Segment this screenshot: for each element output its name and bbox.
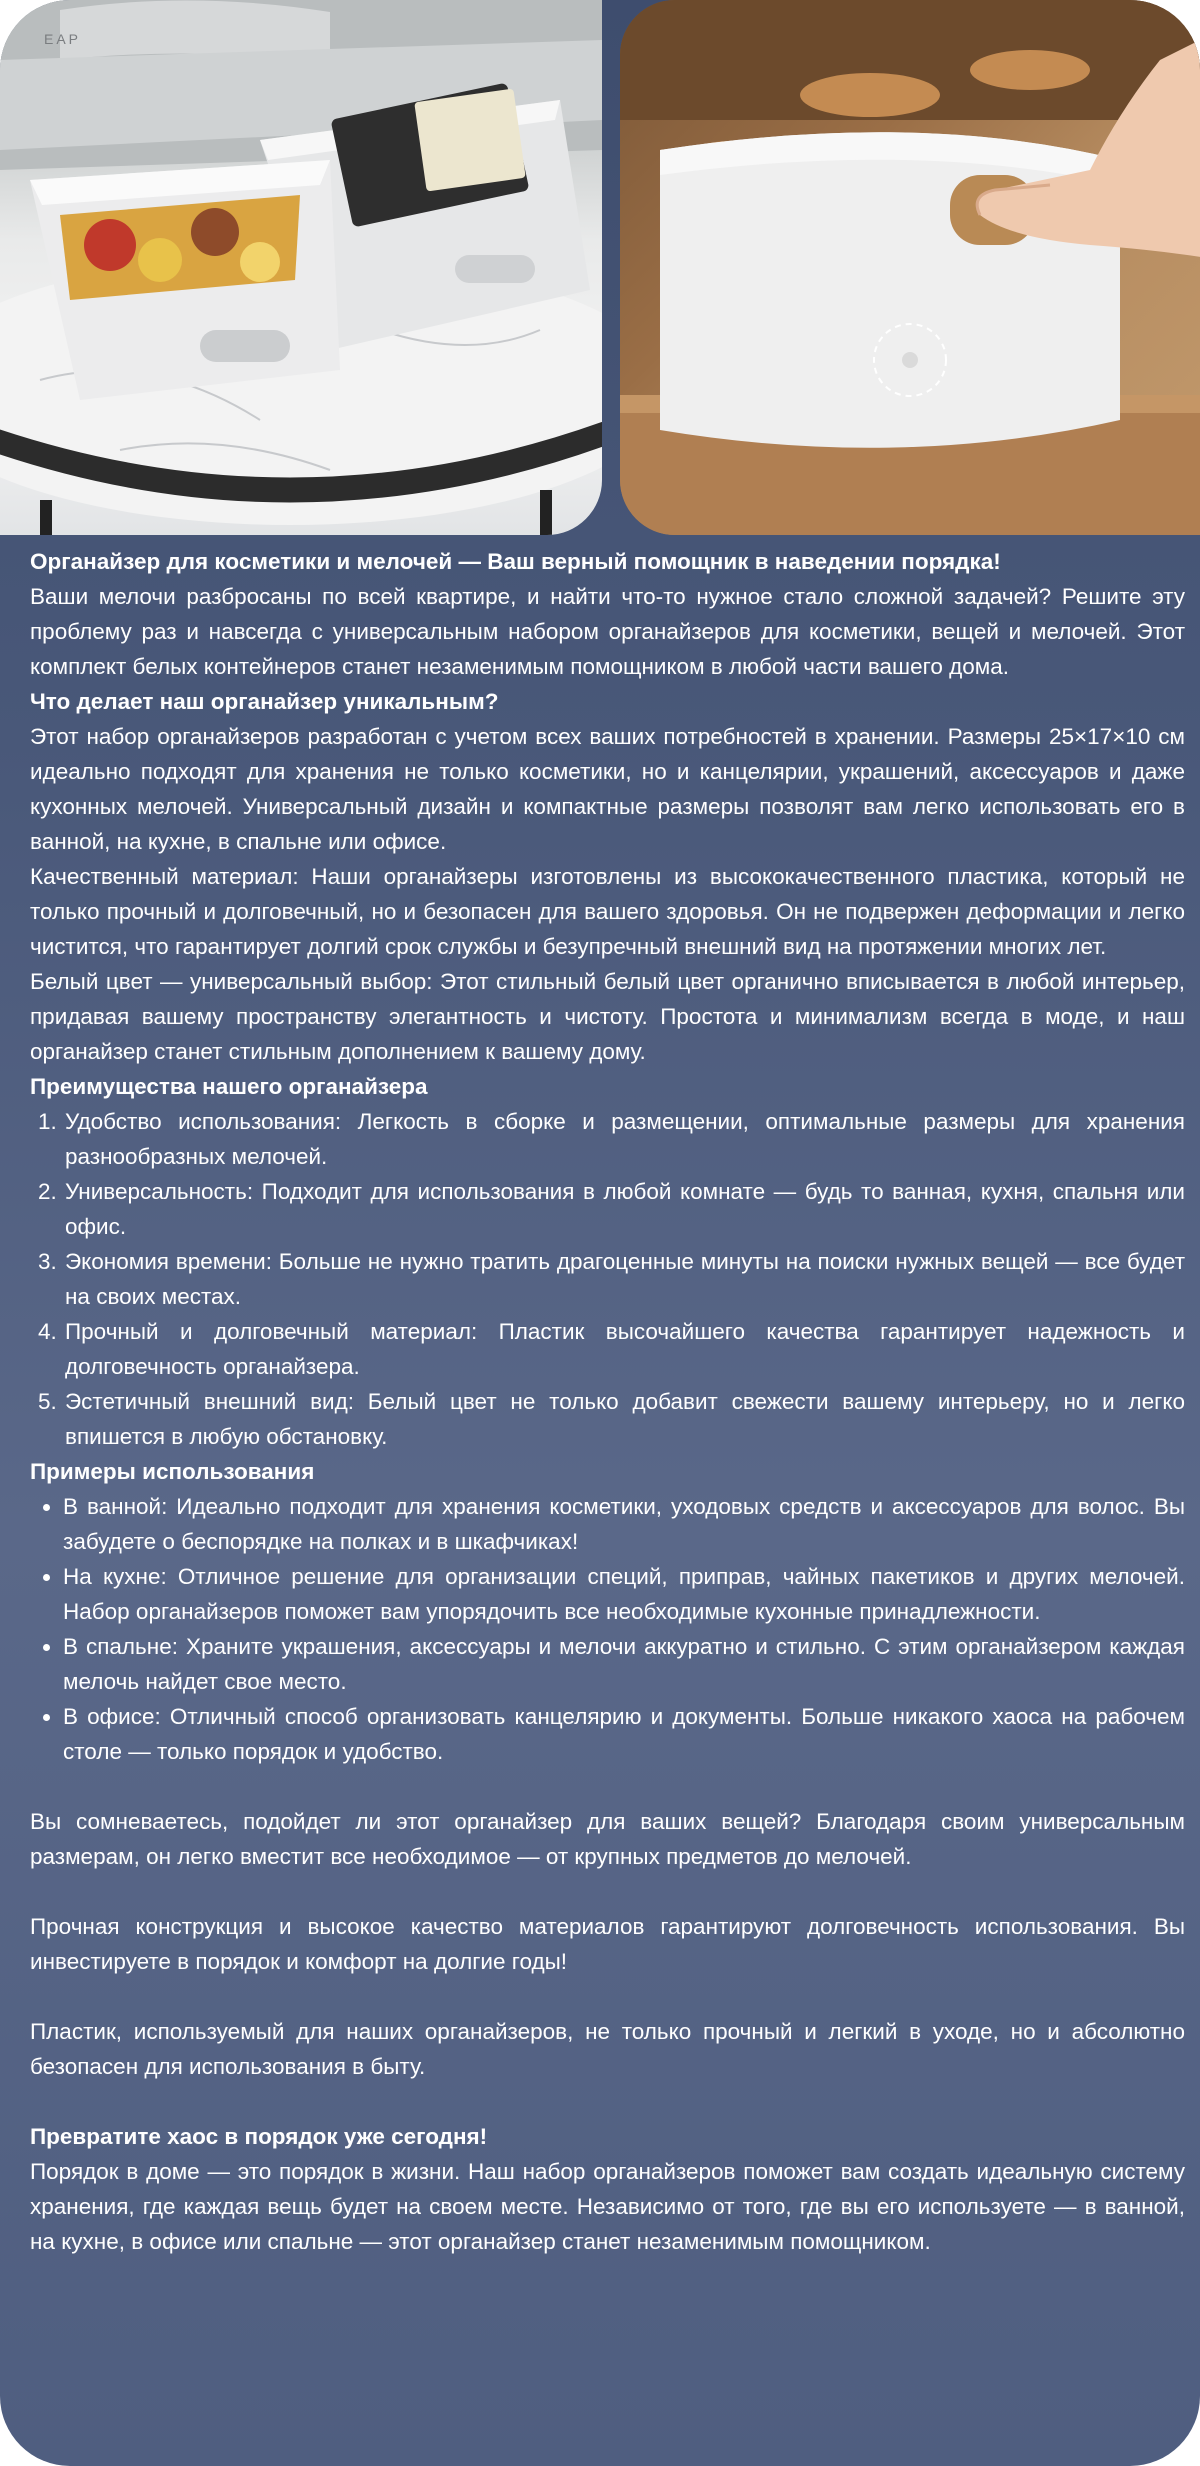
closing-paragraph-safety: Пластик, используемый для наших органайзеров, не только прочный и легкий в уходе, но и абсолютно безопасен для использования в быту. [30, 2019, 1185, 2079]
material-paragraph: Качественный материал: Наши органайзеры изготовлены из высококачественного пластика, который не только прочный и долговечный, но и безопасен для вашего здоровья. Он не подвержен деформации и легко чистится, что гарантирует долгий срок службы и безупречный внешний вид на протяжении многих лет. [30, 864, 1185, 959]
advantages-list [30, 1104, 1185, 1454]
final-heading: Превратите хаос в порядок уже сегодня! [30, 2124, 488, 2149]
list-item: 4. Прочный и долговечный материал: Пластик высочайшего качества гарантирует надежность и долговечность органайзера. [63, 1314, 1185, 1384]
unique-paragraph: Этот набор органайзеров разработан с учетом всех ваших потребностей в хранении. Размеры 25×17×10 см идеально подходят для хранения не только косметики, но и канцелярии, украшений, аксессуаров и даже кухонных мелочей. Универсальный дизайн и компактные размеры позволят вам легко использовать его в ванной, на кухне, в спальне или офисе. [30, 724, 1185, 854]
intro-paragraph: Ваши мелочи разбросаны по всей квартире, и найти что-то нужное стало сложной задачей? Решите эту проблему раз и навсегда с универсальным набором органайзеров для косметики, вещей и мелочей. Этот комплект белых контейнеров станет незаменимым помощником в любой части вашего дома. [30, 584, 1185, 679]
closing-paragraph-durability: Прочная конструкция и высокое качество материалов гарантируют долговечность использования. Вы инвестируете в порядок и комфорт на долгие годы! [30, 1914, 1185, 1974]
list-item: 3. Экономия времени: Больше не нужно тратить драгоценные минуты на поиски нужных вещей — все будет на своих местах. [63, 1244, 1185, 1314]
photo-organizers-on-table [0, 0, 602, 535]
unique-heading: Что делает наш органайзер уникальным? [30, 689, 499, 714]
brand-tag-text: EAP [44, 31, 82, 47]
advantages-heading: Преимущества нашего органайзера [30, 1074, 428, 1099]
list-item: • В офисе: Отличный способ организовать канцелярию и документы. Больше никакого хаоса на рабочем столе — только порядок и удобство. [63, 1699, 1185, 1769]
list-item: • В ванной: Идеально подходит для хранения косметики, уходовых средств и аксессуаров для волос. Вы забудете о беспорядке на полках и в шкафчиках! [63, 1489, 1185, 1559]
list-item: • В спальне: Храните украшения, аксессуары и мелочи аккуратно и стильно. С этим органайзером каждая мелочь найдет свое место. [63, 1629, 1185, 1699]
description-content [30, 544, 1185, 2259]
list-item: 5. Эстетичный внешний вид: Белый цвет не только добавит свежести вашему интерьеру, но и легко впишется в любую обстановку. [63, 1384, 1185, 1454]
photo-container-on-shelf [620, 0, 1200, 535]
list-item: • На кухне: Отличное решение для организации специй, приправ, чайных пакетиков и других мелочей. Набор органайзеров поможет вам упорядочить все необходимые кухонные принадлежности. [63, 1559, 1185, 1629]
examples-list [30, 1489, 1185, 1769]
color-paragraph: Белый цвет — универсальный выбор: Этот стильный белый цвет органично вписывается в любой интерьер, придавая вашему пространству элегантность и чистоту. Простота и минимализм всегда в моде, и наш органайзер станет стильным дополнением к вашему дому. [30, 969, 1185, 1064]
examples-heading: Примеры использования [30, 1459, 315, 1484]
intro-heading: Органайзер для косметики и мелочей — Ваш верный помощник в наведении порядка! [30, 549, 1001, 574]
container-shelf-illustration [620, 0, 1200, 535]
list-item: 1. Удобство использования: Легкость в сборке и размещении, оптимальные размеры для хранения разнообразных мелочей. [63, 1104, 1185, 1174]
product-photos [0, 0, 1200, 535]
organizers-table-illustration [0, 0, 602, 535]
final-paragraph: Порядок в доме — это порядок в жизни. Наш набор органайзеров поможет вам создать идеальную систему хранения, где каждая вещь будет на своем месте. Независимо от того, где вы его используете — в ванной, на кухне, в офисе или спальне — этот органайзер станет незаменимым помощником. [30, 2159, 1185, 2254]
list-item: 2. Универсальность: Подходит для использования в любой комнате — будь то ванная, кухня, спальня или офис. [63, 1174, 1185, 1244]
closing-paragraph-doubt: Вы сомневаетесь, подойдет ли этот органайзер для ваших вещей? Благодаря своим универсальным размерам, он легко вместит все необходимое — от крупных предметов до мелочей. [30, 1809, 1185, 1869]
